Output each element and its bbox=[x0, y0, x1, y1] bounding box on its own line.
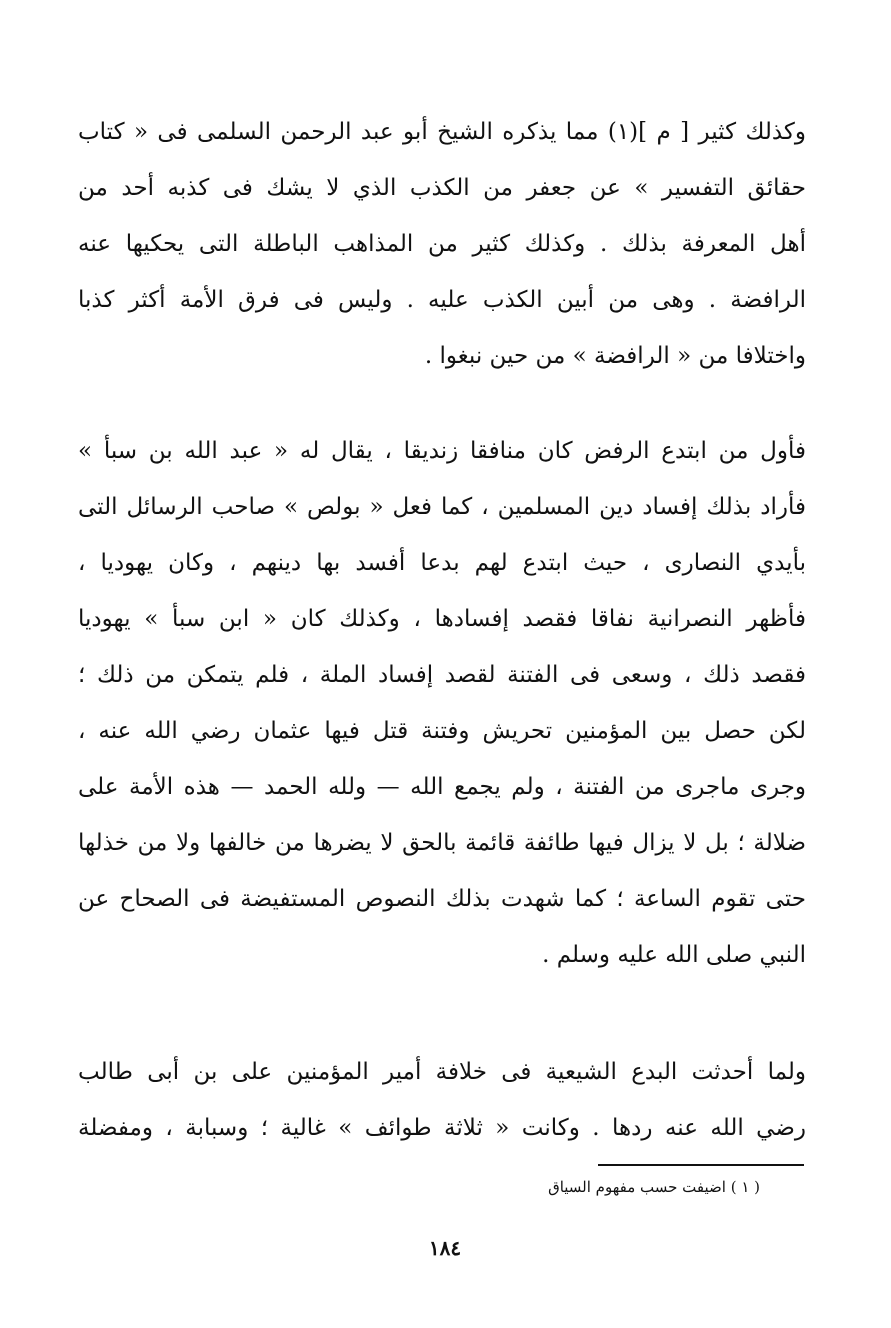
text-line: فأظهر النصرانية نفاقا فقصد إفسادها ، وكذلك كان « ابن سبأ » يهوديا bbox=[78, 606, 806, 632]
text-line: أهل المعرفة بذلك . وكذلك كثير من المذاهب الباطلة التى يحكيها عنه bbox=[78, 231, 806, 257]
paragraph-2 bbox=[78, 423, 806, 983]
text-line: وجرى ماجرى من الفتنة ، ولم يجمع الله — ولله الحمد — هذه الأمة على bbox=[78, 774, 806, 800]
paragraph-1 bbox=[78, 104, 806, 384]
text-line: بأيدي النصارى ، حيث ابتدع لهم بدعا أفسد بها دينهم ، وكان يهوديا ، bbox=[78, 550, 806, 576]
text-line: حتى تقوم الساعة ؛ كما شهدت بذلك النصوص المستفيضة فى الصحاح عن bbox=[78, 886, 806, 912]
paragraph-3 bbox=[78, 1044, 806, 1156]
text-line: فقصد ذلك ، وسعى فى الفتنة لقصد إفساد الملة ، فلم يتمكن من ذلك ؛ bbox=[78, 662, 806, 688]
text-line: فأراد بذلك إفساد دين المسلمين ، كما فعل « بولص » صاحب الرسائل التى bbox=[78, 494, 806, 520]
page-number: ١٨٤ bbox=[428, 1236, 462, 1260]
text-line: ضلالة ؛ بل لا يزال فيها طائفة قائمة بالحق لا يضرها من خالفها ولا من خذلها bbox=[78, 830, 806, 856]
text-line: رضي الله عنه ردها . وكانت « ثلاثة طوائف » غالية ؛ وسبابة ، ومفضلة bbox=[78, 1115, 806, 1141]
text-line: النبي صلى الله عليه وسلم . bbox=[542, 942, 806, 968]
footnote-divider bbox=[598, 1164, 804, 1166]
text-line: واختلافا من « الرافضة » من حين نبغوا . bbox=[424, 343, 806, 369]
text-line: ولما أحدثت البدع الشيعية فى خلافة أمير المؤمنين على بن أبى طالب bbox=[78, 1059, 806, 1085]
footnote: ( ١ ) اضيفت حسب مفهوم السياق bbox=[548, 1178, 760, 1196]
text-line: فأول من ابتدع الرفض كان منافقا زنديقا ، يقال له « عبد الله بن سبأ » bbox=[78, 438, 806, 464]
text-line: لكن حصل بين المؤمنين تحريش وفتنة قتل فيها عثمان رضي الله عنه ، bbox=[78, 718, 806, 744]
text-line: الرافضة . وهى من أبين الكذب عليه . وليس فى فرق الأمة أكثر كذبا bbox=[78, 287, 806, 313]
text-line: وكذلك كثير [ م ](١) مما يذكره الشيخ أبو عبد الرحمن السلمى فى « كتاب bbox=[78, 119, 806, 145]
text-line: حقائق التفسير » عن جعفر من الكذب الذي لا يشك فى كذبه أحد من bbox=[78, 175, 806, 201]
